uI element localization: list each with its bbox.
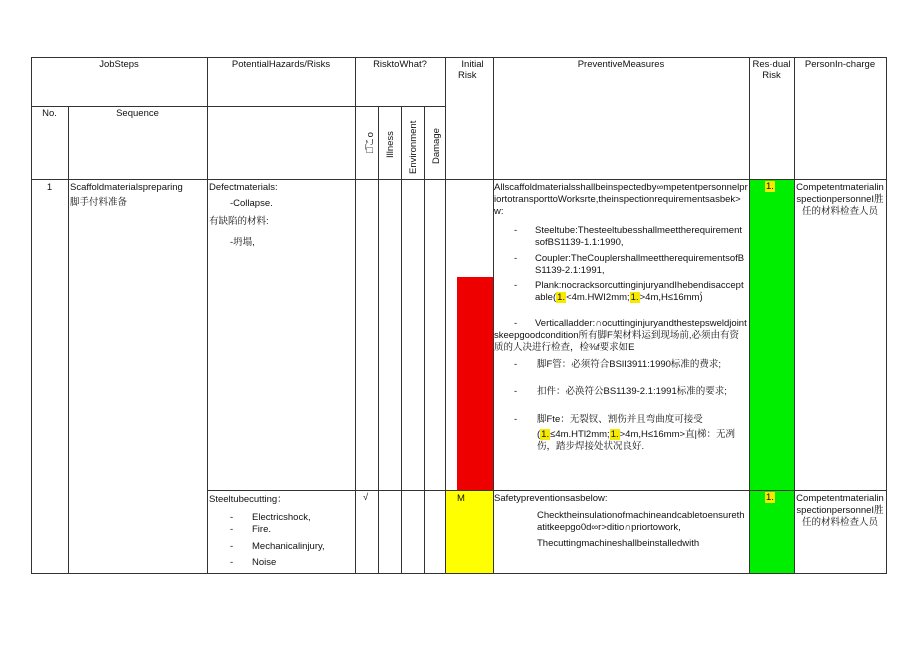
row2-hazard-dash: - <box>230 557 234 568</box>
row-divider <box>207 490 886 491</box>
row1-plank-mid-2: >4m,H≤16mm)̀ <box>639 292 703 303</box>
col-line <box>445 57 446 574</box>
row1-cn-highlight-1: 1. <box>541 429 550 440</box>
row1-cn-coupler: 扣件：必涣符公BS1139-2.1:1991标准的要求; <box>537 386 727 397</box>
col-line <box>794 57 795 574</box>
residual-risk-low-block-1 <box>750 180 794 490</box>
row1-measure-ladder: Verticalladder:∩ocuttinginjuryandthestepsweldjointskeepgoodcondition所有脚F架材料运到现场前,必须由有资质的人决进行检查，检⅜f要求如E <box>494 318 747 353</box>
row1-person-in-charge: CompetentmaterialinspectionpersonneI胜任的材料检查人员 <box>796 182 884 217</box>
row2-measures-intro: Safetypreventionsasbelow: <box>494 493 608 504</box>
row2-hazard-title: Steeltubecutting： <box>209 494 287 505</box>
row2-hazard-item: Noise <box>252 557 277 568</box>
col-line <box>355 57 356 574</box>
row2-measures-line1: Checktheinsulationofmachineandcabletoensurethatitkeepgo0d∞r>ditio∩priortowork, <box>537 510 745 533</box>
col-line <box>749 57 750 574</box>
row1-residual-risk-value: 1. <box>766 181 774 192</box>
row2-hazard-dash: - <box>230 541 234 552</box>
row1-cn-dash: - <box>514 386 518 397</box>
header-initial-risk-line2: Risk <box>458 70 477 81</box>
row1-measure-dash: - <box>514 253 518 264</box>
header-risk-col-damage: Damage <box>431 128 442 164</box>
row2-residual-risk-value: 1. <box>766 492 774 503</box>
row1-measure-steel-tube: Steeltube:ThesteeltubesshallmeettherequirementsofBS1139-1.1:1990, <box>535 225 743 248</box>
row1-cn-plank: 脚Fte：无裂钗、割伤并且弯曲度可接受 <box>537 414 703 425</box>
row1-cn-dash: - <box>514 359 518 370</box>
row2-hazard-dash: - <box>230 512 234 523</box>
row1-cn-dash: - <box>514 414 518 425</box>
row1-measure-plank <box>535 280 747 304</box>
col-line <box>378 106 379 573</box>
row1-sequence-cn: 脚手付料准备 <box>70 197 128 208</box>
header-bottom <box>31 179 886 180</box>
table-border-top <box>31 57 886 58</box>
header-job-steps: JobSteps <box>99 59 139 70</box>
header-sequence: Sequence <box>116 108 159 119</box>
row1-plank-mid-1: <4m.HWI2mm; <box>566 292 630 303</box>
col-line <box>401 106 402 573</box>
header-residual-risk-line2: Risk <box>762 70 781 81</box>
header-person-in-charge: PersonIn-charge <box>804 59 876 70</box>
row2-hazard-dash: - <box>230 524 234 535</box>
row2-residual-risk <box>765 492 775 504</box>
col-line <box>424 106 425 573</box>
row1-cn-highlight-2: 1. <box>610 429 619 440</box>
row1-plank-highlight-2: 1. <box>630 292 639 303</box>
header-risk-col-injury: ひ̅こo <box>365 132 376 154</box>
row2-hazard-item: Mechanicalinjury, <box>252 541 325 552</box>
row1-measures-intro: Allscaffoldmaterialsshallbeinspectedby∞mpetentpersonnelpriortotransporttoWorksrte,theinspectionrequirementsasbek>w: <box>494 182 748 217</box>
table-border-bottom <box>31 573 886 574</box>
header-residual-risk-line1: Res·dual <box>752 59 791 70</box>
row1-measure-dash: - <box>514 318 518 329</box>
row1-measure-dash: - <box>514 225 518 236</box>
header-risk-to-what: RisktoWhat? <box>373 59 427 70</box>
col-line <box>207 57 208 574</box>
header-divider-risk <box>355 106 445 107</box>
row1-plank-highlight-1: 1. <box>557 292 566 303</box>
row2-person-in-charge: CompetentmaterialinspectionpersonneI胜任的材料检查人员 <box>796 493 884 528</box>
row1-hazard-cn-item: -坍塌, <box>230 237 255 248</box>
header-preventive-measures: PreventiveMeasures <box>577 59 665 70</box>
row1-cn-mid-2: >4m,H≤16mm>直|梯：无冽伤，踏步焊接处状况良好. <box>537 429 735 452</box>
col-line <box>31 57 32 574</box>
row1-no: 1 <box>46 182 53 193</box>
header-risk-col-illness: Illness <box>385 131 396 158</box>
row2-measures-line2: Thecuttingmachineshallbeinstalledwith <box>537 538 700 549</box>
row1-hazard-title: Defectmaterials: <box>209 182 278 193</box>
row1-cn-plank-detail: (1.≤4m.HTl2mm;1.>4m,H≤16mm>直|梯：无冽伤，踏步焊接处状况良好. <box>537 429 735 452</box>
row2-hazard-item: Fire. <box>252 524 271 535</box>
row1-cn-mid-1: ≤4m.HTl2mm; <box>550 429 610 440</box>
initial-risk-high-block <box>457 277 493 490</box>
initial-risk-medium-block <box>446 491 493 573</box>
row1-hazard-cn-title: 有缺陷的材料: <box>209 216 269 227</box>
header-no: No. <box>42 108 57 119</box>
row1-residual-risk <box>765 181 775 193</box>
header-initial-risk-line1: Initial <box>461 59 484 70</box>
row2-initial-risk: M <box>457 493 465 504</box>
row2-hazard-item: Electricshock, <box>252 512 311 523</box>
row1-sequence-en: Scaffoldmaterialspreparing <box>70 182 183 193</box>
row1-plank-text: Plank:nocracksorcuttinginjuryandIhebendisacceptable( <box>535 280 744 303</box>
row2-risk-check: √ <box>363 492 369 503</box>
row1-measure-coupler: Coupler:TheCouplershallmeettherequirementsofBS1139-2.1:1991, <box>535 253 745 276</box>
header-risk-col-environment: Environment <box>408 120 419 174</box>
header-potential-hazards: PotentialHazards/Risks <box>231 59 331 70</box>
row1-measure-dash: - <box>514 280 518 291</box>
row1-cn-steel-tube: 脚F管：必须符合BSlI3911:1990标准的费求; <box>537 359 722 370</box>
col-line <box>886 57 887 574</box>
header-divider <box>31 106 355 107</box>
col-line <box>68 106 69 573</box>
row1-hazard-item: -Collapse. <box>230 198 273 209</box>
